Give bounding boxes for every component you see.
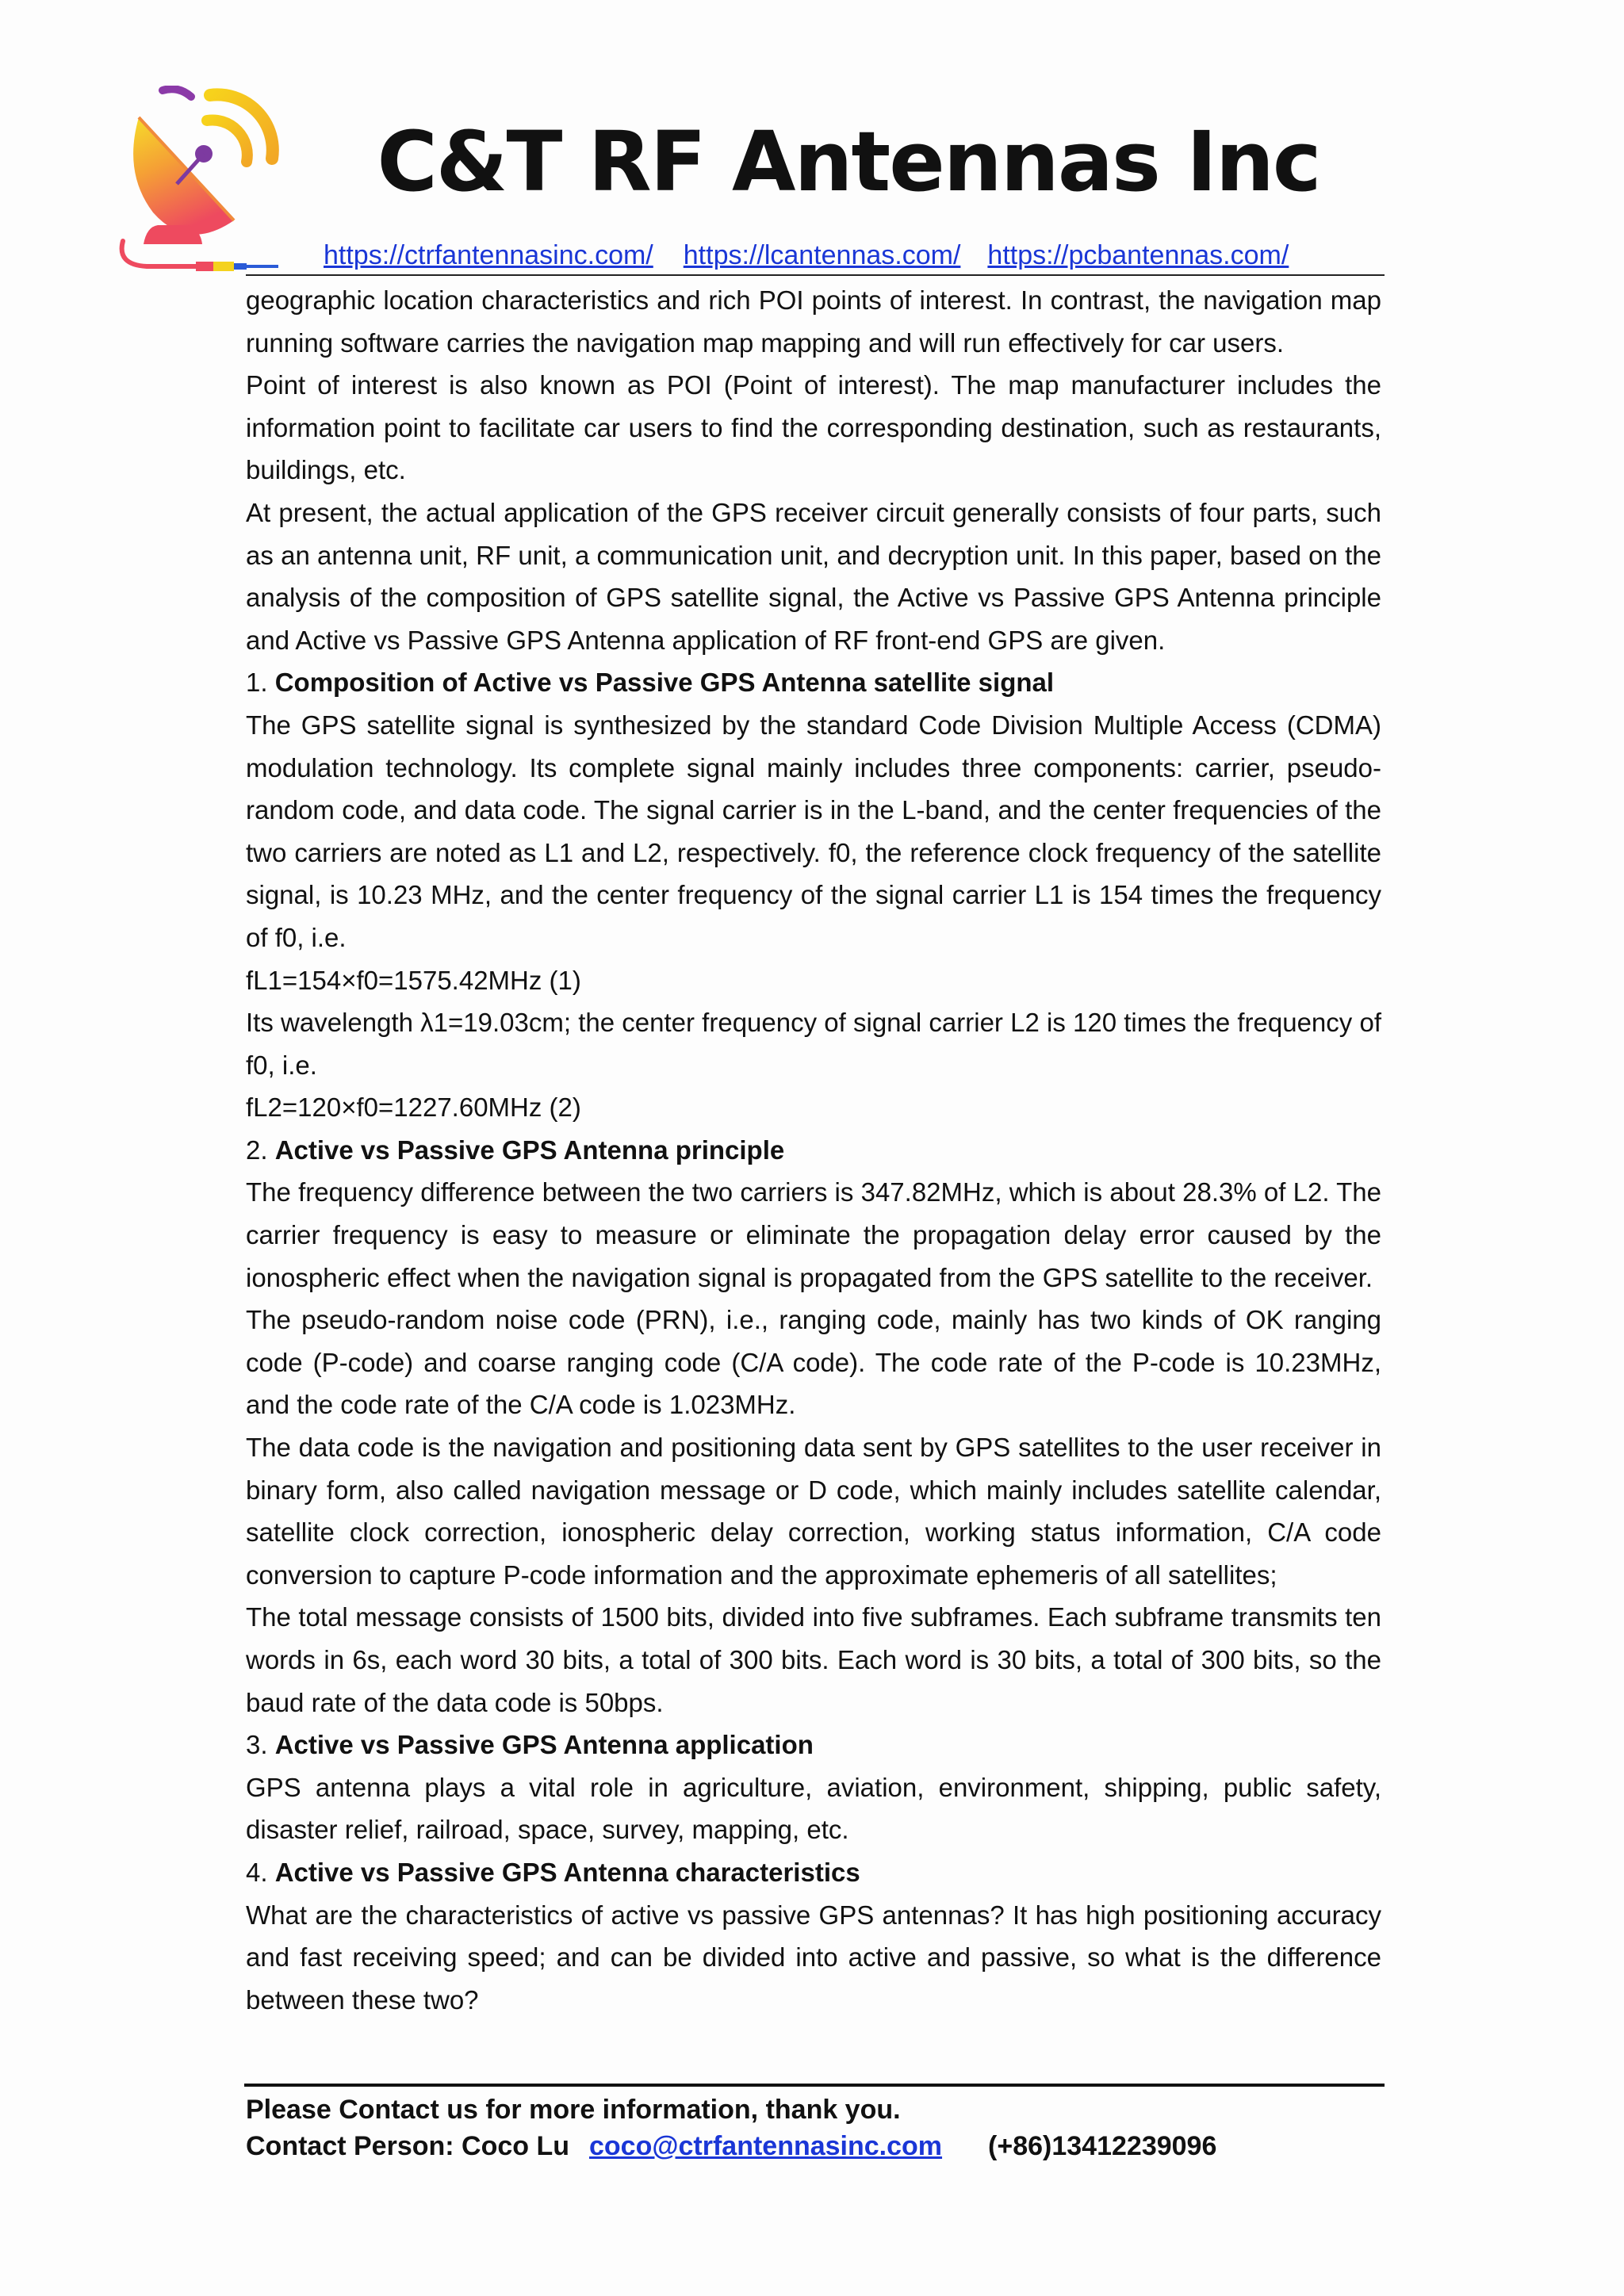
footer-contact-line [246,2128,1388,2164]
paragraph: Its wavelength λ1=19.03cm; the center frequency of signal carrier L2 is 120 times the frequency of f0, i.e. [246,1008,1381,1080]
paragraph: GPS antenna plays a vital role in agriculture, aviation, environment, shipping, public safety, disaster relief, railroad, space, survey, mapping, etc. [246,1772,1381,1845]
contact-phone: (+86)13412239096 [988,2131,1217,2161]
document-body [246,279,1381,2021]
section-number: 3. [246,1730,275,1760]
section-title: Composition of Active vs Passive GPS Antenna satellite signal [274,668,1055,698]
contact-person: Contact Person: Coco Lu [246,2131,570,2161]
paragraph: The data code is the navigation and positioning data sent by GPS satellites to the user receiver in binary form, also called navigation message or D code, which mainly includes satellite calendar, satellite clock correction, ionospheric delay correction, working status information, C/A code conversion to capture P-code information and the approximate ephemeris of all satellites; [246,1433,1381,1590]
paragraph: At present, the actual application of the GPS receiver circuit generally consists of four parts, such as an antenna unit, RF unit, a communication unit, and decryption unit. In this paper, based on the analysis of the composition of GPS satellite signal, the Active vs Passive GPS Antenna principle and Active vs Passive GPS Antenna application of RF front-end GPS are given. [246,497,1381,655]
section-heading [246,661,1381,704]
section-heading [246,1724,1381,1766]
paragraph: The pseudo-random noise code (PRN), i.e., ranging code, mainly has two kinds of OK ranging code (P-code) and coarse ranging code (C/A code). The code rate of the P-code is 10.23MHz, and the code rate of the C/A code is 1.023MHz. [246,1305,1381,1420]
paragraph: geographic location characteristics and rich POI points of interest. In contrast, the navigation map running software carries the navigation map mapping and will run effectively for car users. [246,285,1381,358]
section-number: 2. [246,1135,275,1165]
company-name: C&T RF Antennas Inc [377,113,1320,210]
contact-email-link[interactable]: coco@ctrfantennasinc.com [589,2131,943,2161]
footer-contact-prompt: Please Contact us for more information, thank you. [246,2095,901,2125]
link-pcbantennas[interactable]: https://pcbantennas.com/ [987,240,1289,270]
section-heading [246,1129,1381,1172]
paragraph: What are the characteristics of active vs passive GPS antennas? It has high positioning accuracy and fast receiving speed; and can be divided into active and passive, so what is the difference between these two? [246,1900,1381,2015]
formula: fL1=154×f0=1575.42MHz (1) [246,965,581,995]
link-ctrfantennasinc[interactable]: https://ctrfantennasinc.com/ [324,240,653,270]
header-links [324,239,1382,271]
footer-divider [244,2084,1385,2087]
formula: fL2=120×f0=1227.60MHz (2) [246,1093,581,1123]
paragraph: The frequency difference between the two carriers is 347.82MHz, which is about 28.3% of L2. The carrier frequency is easy to measure or eliminate the propagation delay error caused by the ionospheric effect when the navigation signal is propagated from the GPS satellite to the receiver. [246,1177,1381,1292]
section-number: 1. [246,668,275,698]
section-heading [246,1851,1381,1894]
section-title: Active vs Passive GPS Antenna application [274,1730,814,1760]
header-divider [246,274,1385,276]
section-number: 4. [246,1857,275,1887]
section-title: Active vs Passive GPS Antenna principle [274,1135,785,1165]
paragraph: The total message consists of 1500 bits, divided into five subframes. Each subframe transmits ten words in 6s, each word 30 bits, a total of 300 bits. Each word is 30 bits, a total of 300 bits, so the baud rate of the data code is 50bps. [246,1602,1381,1717]
paragraph: Point of interest is also known as POI (Point of interest). The map manufacturer includes the information point to facilitate car users to find the corresponding destination, such as restaurants, buildings, etc. [246,370,1381,485]
section-title: Active vs Passive GPS Antenna characteristics [274,1857,860,1887]
link-lcantennas[interactable]: https://lcantennas.com/ [683,240,961,270]
paragraph: The GPS satellite signal is synthesized by the standard Code Division Multiple Access (CDMA) modulation technology. Its complete signal mainly includes three components: carrier, pseudo-random code, and data code. The signal carrier is in the L-band, and the center frequencies of the two carriers are noted as L1 and L2, respectively. f0, the reference clock frequency of the satellite signal, is 10.23 MHz, and the center frequency of the signal carrier L1 is 154 times the frequency of f0, i.e. [246,710,1381,952]
footer [246,2091,1388,2164]
